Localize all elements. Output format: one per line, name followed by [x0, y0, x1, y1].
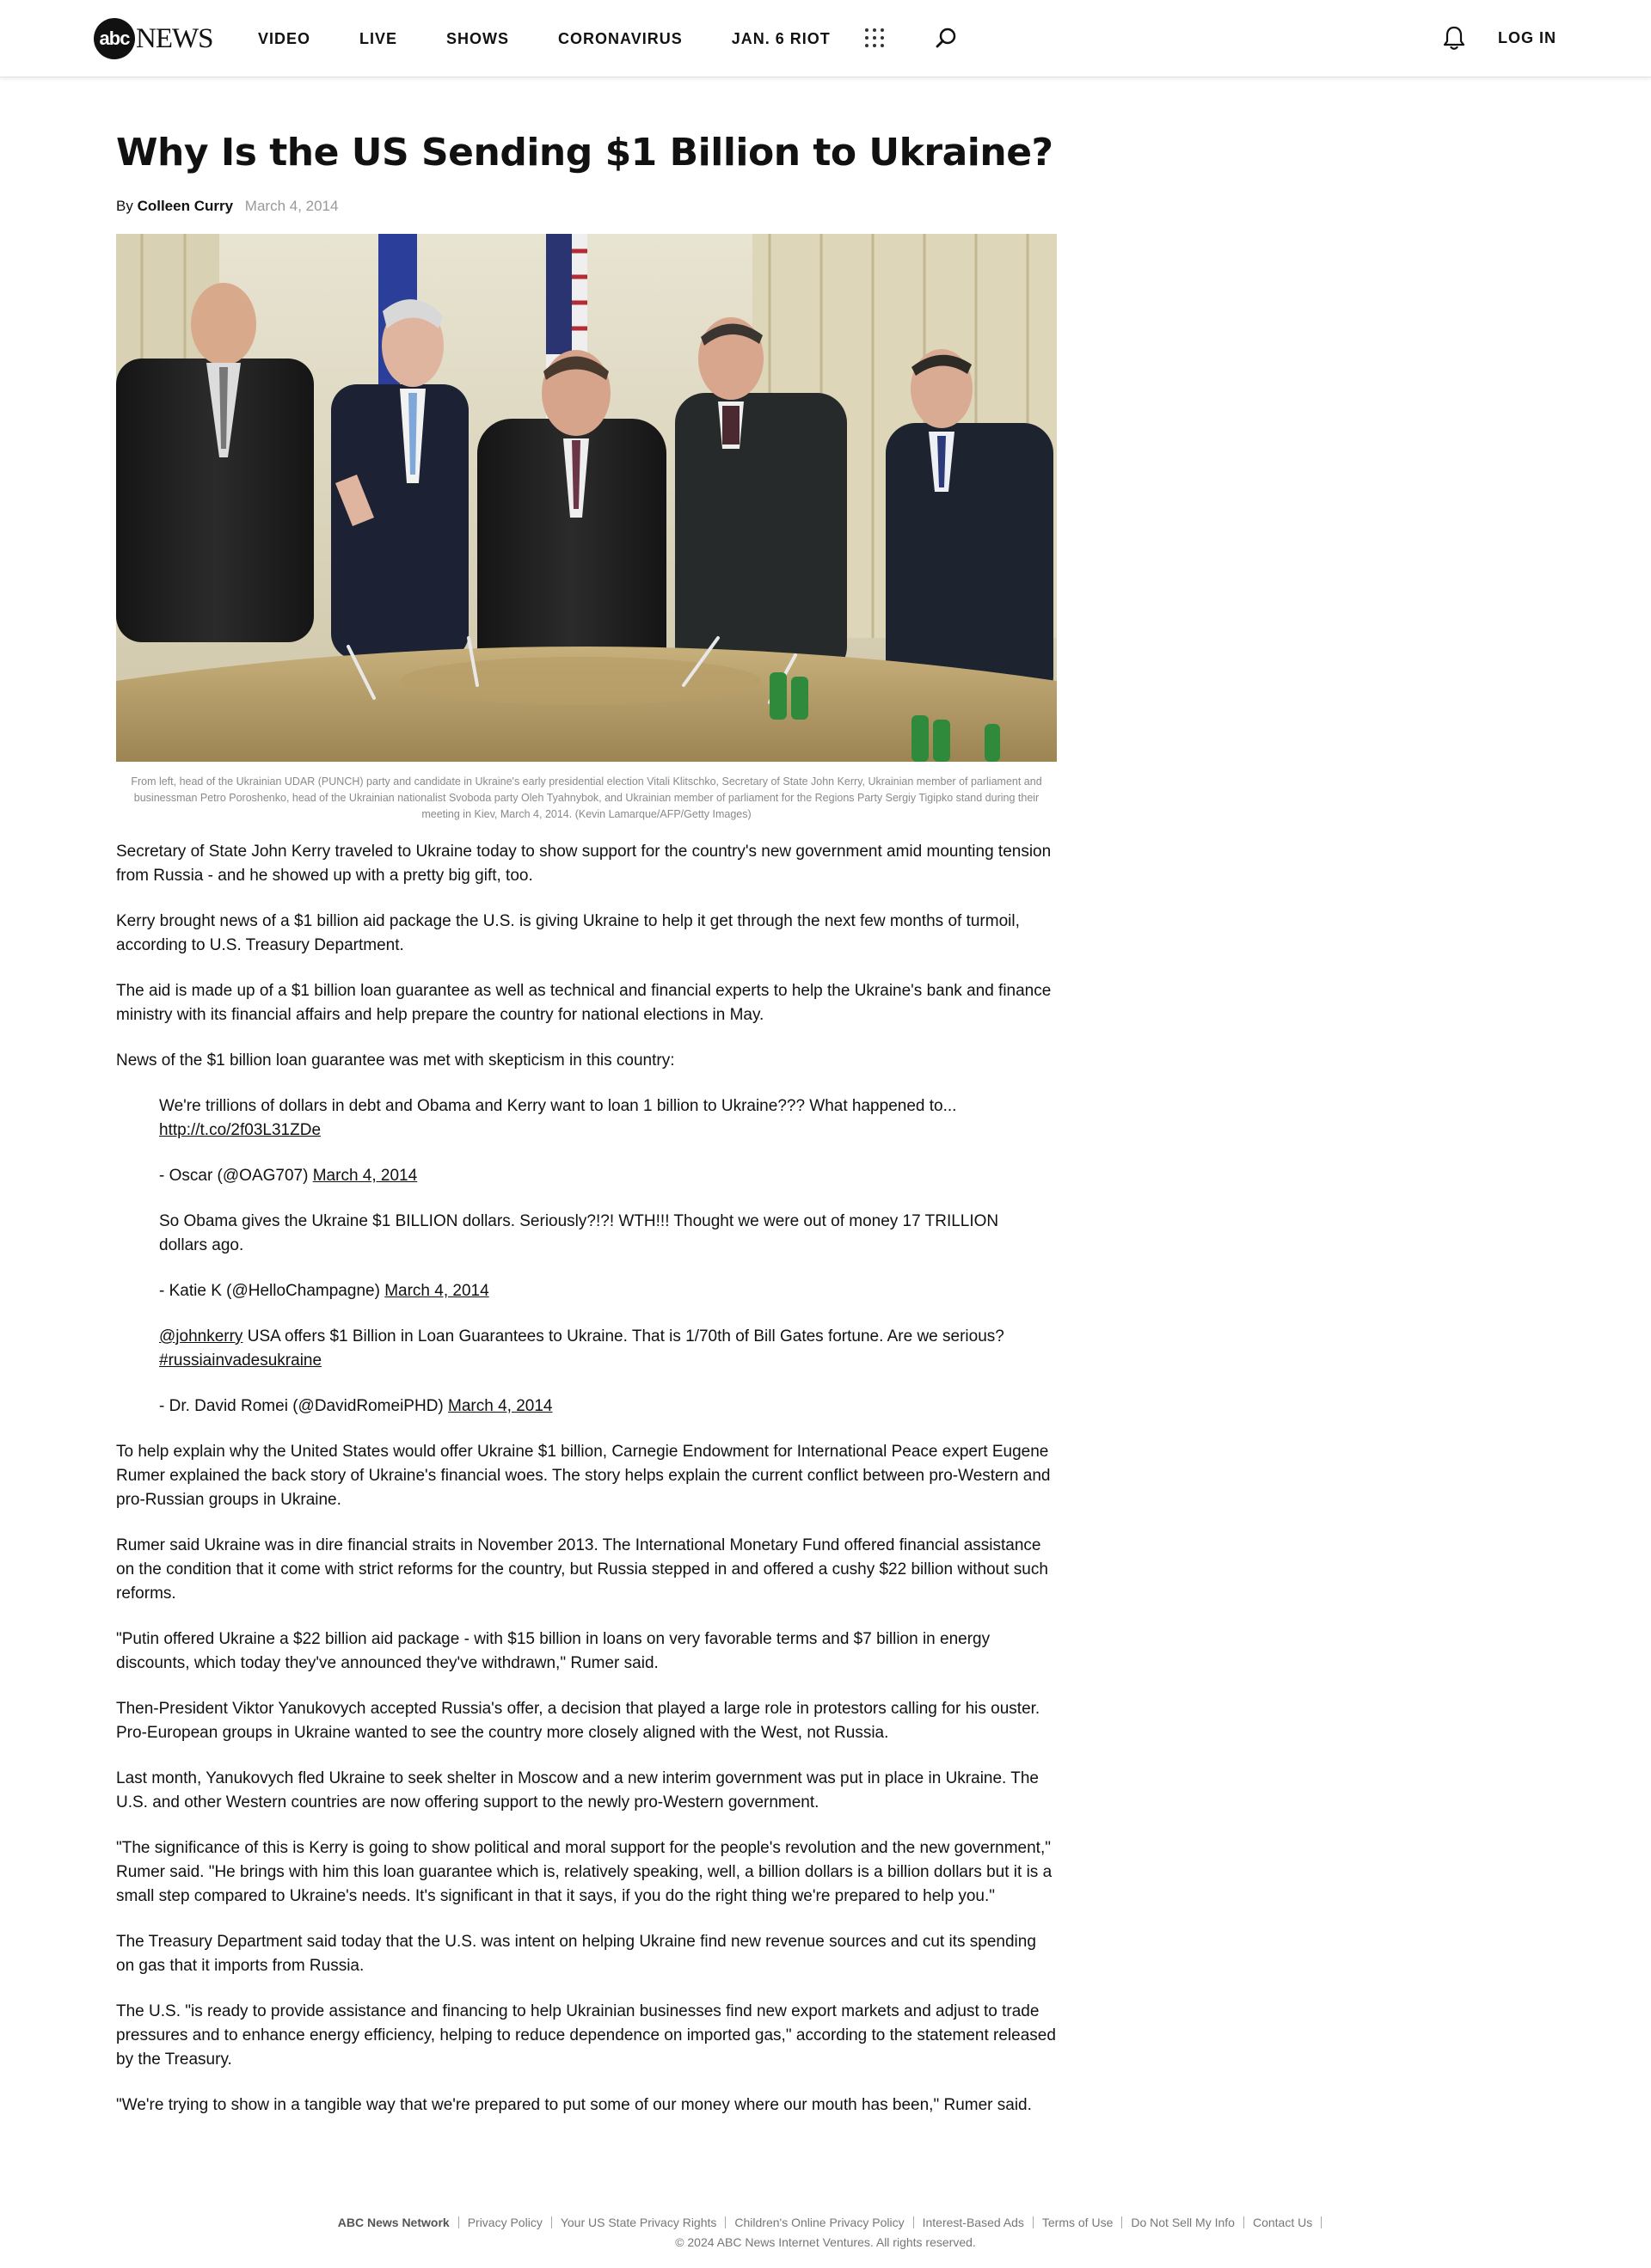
tweet-attribution-3 [159, 1395, 1019, 1419]
tweet-date-link[interactable]: March 4, 2014 [448, 1397, 553, 1415]
tweet-date-link[interactable]: March 4, 2014 [384, 1282, 489, 1300]
tweet-author: - Katie K (@HelloChampagne) [159, 1282, 380, 1300]
paragraph: "Putin offered Ukraine a $22 billion aid package - with $15 billion in loans on very favorable terms and $7 billion in energy discounts, which today they've announced they've withdrawn," Rumer said. [116, 1630, 991, 1672]
logo-mark: abc [94, 18, 135, 59]
tweet-quote-2: So Obama gives the Ukraine $1 BILLION dollars. Seriously?!?! WTH!!! Thought we were out of money 17 TRILLION dollars ago. [159, 1212, 999, 1254]
bell-icon[interactable] [1442, 25, 1466, 51]
tweet-link[interactable]: http://t.co/2f03L31ZDe [159, 1121, 322, 1139]
search-icon[interactable] [936, 27, 958, 49]
photo-scene [116, 234, 1057, 762]
tweet-text: USA offers $1 Billion in Loan Guarantees to Ukraine. That is 1/70th of Bill Gates fortune. Are we serious? [242, 1327, 1004, 1345]
tweet-date-link[interactable]: March 4, 2014 [312, 1167, 418, 1185]
footer-link-interest-ads[interactable]: Interest-Based Ads [914, 2216, 1034, 2228]
photo-caption: From left, head of the Ukrainian UDAR (PUNCH) party and candidate in Ukraine's early presidential election Vitali Klitschko, Secretary of State John Kerry, Ukrainian member of parliament and businessman Petro Poroshenko, head of the Ukrainian nationalist Svoboda party Oleh Tyahnybok, and Ukrainian member of parliament for the Regions Party Sergiy Tigipko stand during their meeting in Kiev, March 4, 2014. (Kevin Lamarque/AFP/Getty Images) [131, 775, 1042, 820]
footer-links [329, 2216, 1322, 2228]
nav-item-jan6-riot[interactable]: JAN. 6 RIOT [731, 29, 831, 47]
article [116, 129, 1057, 2114]
tweet-quote-3 [159, 1325, 1019, 1373]
abc-news-logo[interactable] [94, 19, 213, 58]
article-headline: Why Is the US Sending $1 Billion to Ukraine? [116, 131, 1053, 175]
paragraph: The U.S. "is ready to provide assistance and financing to help Ukrainian businesses find new export markets and adjust to trade pressures and to enhance energy efficiency, helping to reduce dependence on imported gas," according to the statement released by the Treasury. [116, 2002, 1056, 2069]
footer-link-do-not-sell[interactable]: Do Not Sell My Info [1122, 2216, 1244, 2228]
paragraph: Rumer said Ukraine was in dire financial straits in November 2013. The International Monetary Fund offered financial assistance on the condition that it come with strict reforms for the country, but Russia stepped in and offered a cushy $22 billion without such reforms. [116, 1536, 1048, 1603]
footer-network-label: ABC News Network [329, 2216, 459, 2228]
footer-link-childrens-privacy[interactable]: Children's Online Privacy Policy [726, 2216, 913, 2228]
byline-prefix: By [116, 198, 133, 214]
grid-icon[interactable] [865, 28, 884, 47]
paragraph: News of the $1 billion loan guarantee was met with skepticism in this country: [116, 1051, 675, 1070]
paragraph: Then-President Viktor Yanukovych accepted Russia's offer, a decision that played a large role in protestors calling for his ouster. Pro-European groups in Ukraine wanted to see the country more closely aligned with the West, not Russia. [116, 1700, 1040, 1742]
paragraph: Secretary of State John Kerry traveled to Ukraine today to show support for the country's new government amid mounting tension from Russia - and he showed up with a pretty big gift, too. [116, 843, 1052, 885]
tweet-attribution-2 [159, 1279, 1019, 1303]
mention-link[interactable]: @johnkerry [159, 1327, 243, 1345]
tweet-author: - Dr. David Romei (@DavidRomeiPHD) [159, 1397, 444, 1415]
copyright: © 2024 ABC News Internet Ventures. All rights reserved. [675, 2235, 976, 2249]
tweet-text: We're trillions of dollars in debt and Obama and Kerry want to loan 1 billion to Ukraine??? What happened to... [159, 1097, 957, 1115]
site-header [0, 0, 1651, 77]
footer-link-privacy-policy[interactable]: Privacy Policy [459, 2216, 552, 2228]
article-body [116, 840, 1057, 2139]
nav-item-live[interactable]: LIVE [359, 29, 398, 47]
author-link[interactable]: Colleen Curry [137, 198, 234, 214]
publish-date: March 4, 2014 [244, 198, 339, 214]
article-photo [116, 234, 1057, 762]
byline [116, 198, 1057, 215]
tweet-attribution-1 [159, 1164, 1019, 1188]
hashtag-link[interactable]: #russiainvadesukraine [159, 1352, 322, 1370]
nav-item-coronavirus[interactable]: CORONAVIRUS [558, 29, 683, 47]
tweet-quote-1 [159, 1094, 1019, 1143]
paragraph: Last month, Yanukovych fled Ukraine to seek shelter in Moscow and a new interim government was put in place in Ukraine. The U.S. and other Western countries are now offering support to the newly pro-Western government. [116, 1769, 1039, 1811]
site-footer [0, 2216, 1651, 2249]
logo-wordmark: NEWS [136, 22, 213, 54]
paragraph: "We're trying to show in a tangible way that we're prepared to put some of our money where our mouth has been," Rumer said. [116, 2096, 1032, 2114]
nav-item-video[interactable]: VIDEO [258, 29, 311, 47]
login-button[interactable]: LOG IN [1498, 29, 1556, 46]
nav-item-shows[interactable]: SHOWS [446, 29, 510, 47]
paragraph: "The significance of this is Kerry is going to show political and moral support for the people's revolution and the new government," Rumer said. "He brings with him this loan guarantee which is, relatively speaking, well, a billion dollars is a billion dollars but it is a small step compared to Ukraine's needs. It's significant in that it says, if you do the right thing we're prepared to help you." [116, 1839, 1053, 1905]
footer-link-contact[interactable]: Contact Us [1244, 2216, 1322, 2228]
tweet-author: - Oscar (@OAG707) [159, 1167, 309, 1185]
footer-link-terms[interactable]: Terms of Use [1034, 2216, 1122, 2228]
paragraph: Kerry brought news of a $1 billion aid package the U.S. is giving Ukraine to help it get through the next few months of turmoil, according to U.S. Treasury Department. [116, 912, 1020, 954]
footer-link-state-privacy[interactable]: Your US State Privacy Rights [552, 2216, 727, 2228]
main-nav [258, 0, 880, 77]
paragraph: The aid is made up of a $1 billion loan guarantee as well as technical and financial experts to help the Ukraine's bank and finance ministry with its financial affairs and help prepare the country for national elections in May. [116, 982, 1052, 1024]
paragraph: The Treasury Department said today that the U.S. was intent on helping Ukraine find new revenue sources and cut its spending on gas that it imports from Russia. [116, 1933, 1036, 1975]
paragraph: To help explain why the United States would offer Ukraine $1 billion, Carnegie Endowment for International Peace expert Eugene Rumer explained the back story of Ukraine's financial woes. The story helps explain the current conflict between pro-Western and pro-Russian groups in Ukraine. [116, 1443, 1051, 1509]
